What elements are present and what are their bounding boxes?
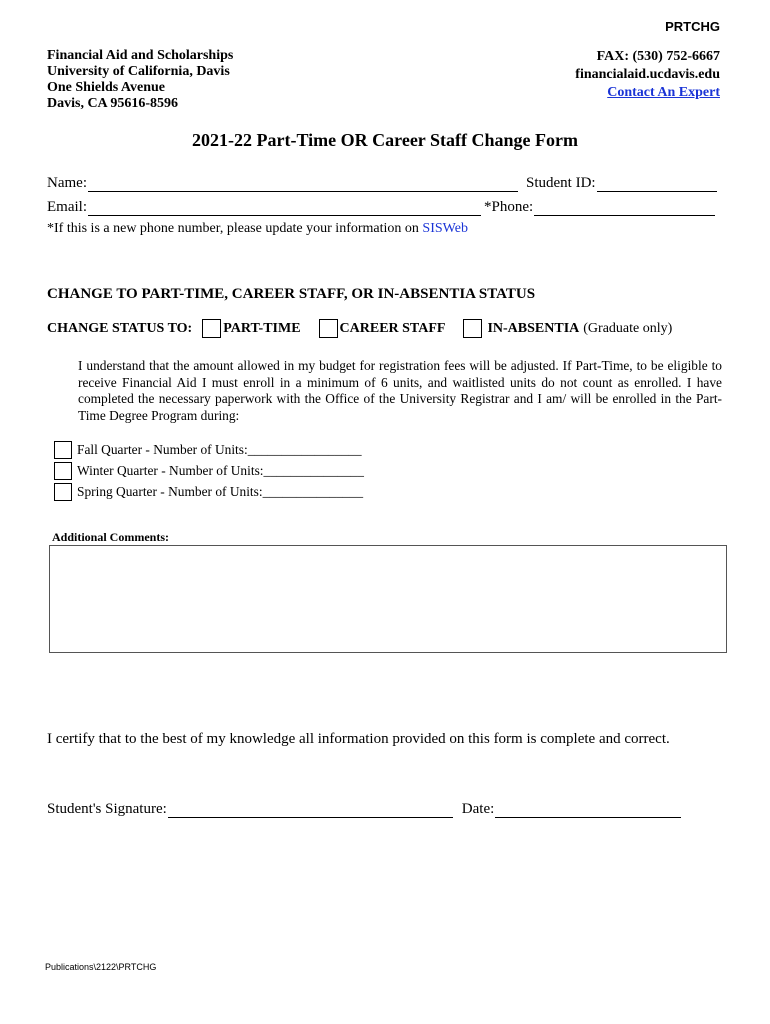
winter-quarter-label: Winter Quarter - Number of Units: — [77, 463, 264, 478]
fall-units-field[interactable]: _________________ — [247, 442, 362, 457]
comments-label: Additional Comments: — [52, 530, 170, 544]
address-line: University of California, Davis — [47, 64, 230, 79]
contact-block — [575, 48, 720, 102]
fall-quarter-checkbox[interactable] — [54, 441, 72, 459]
in-absentia-checkbox[interactable] — [463, 319, 482, 338]
phone-field[interactable] — [534, 201, 715, 216]
sisweb-link[interactable]: SISWeb — [422, 221, 468, 236]
office-address — [47, 48, 233, 112]
acknowledgement-paragraph: I understand that the amount allowed in my budget for registration fees will be adjusted. If Part-Time, to be eligible to receive Financial Aid I must enroll in a minimum of 6 units, and waitlisted units do not count as enrolled. I have completed the necessary paperwork with the Office of the University Registrar and I am/ will be enrolled in the Part-Time Degree Program during: — [78, 358, 722, 423]
in-absentia-note: (Graduate only) — [583, 320, 673, 336]
winter-quarter-checkbox[interactable] — [54, 462, 72, 480]
signature-field[interactable] — [168, 803, 453, 818]
part-time-label: PART-TIME — [223, 320, 301, 336]
contact-expert-link[interactable]: Contact An Expert — [607, 85, 720, 100]
phone-note — [47, 221, 468, 237]
website: financialaid.ucdavis.edu — [575, 67, 720, 82]
address-line: Financial Aid and Scholarships — [47, 48, 234, 63]
status-row — [47, 319, 672, 338]
signature-row — [47, 801, 681, 818]
form-title: 2021-22 Part-Time OR Career Staff Change Form — [192, 130, 578, 150]
spring-units-field[interactable]: _______________ — [262, 484, 364, 499]
student-id-label: Student ID: — [525, 175, 596, 191]
spring-quarter-label: Spring Quarter - Number of Units: — [77, 484, 263, 499]
phone-label: *Phone: — [484, 199, 534, 215]
address-line: One Shields Avenue — [47, 80, 165, 95]
name-field[interactable] — [88, 177, 518, 192]
date-field[interactable] — [495, 803, 681, 818]
part-time-checkbox[interactable] — [202, 319, 221, 338]
name-label: Name: — [47, 175, 87, 191]
footer-code: Publications\2122\PRTCHG — [45, 962, 157, 972]
email-field[interactable] — [88, 201, 481, 216]
fax-number: FAX: (530) 752-6667 — [596, 49, 720, 64]
phone-note-text: *If this is a new phone number, please update your information on — [47, 221, 423, 236]
date-label: Date: — [461, 801, 495, 817]
signature-label: Student's Signature: — [47, 801, 167, 817]
spring-quarter-checkbox[interactable] — [54, 483, 72, 501]
email-row — [47, 199, 715, 216]
name-row — [47, 175, 717, 192]
comments-textarea[interactable] — [49, 545, 727, 653]
address-line: Davis, CA 95616-8596 — [47, 96, 179, 111]
student-id-field[interactable] — [597, 177, 717, 192]
form-code: PRTCHG — [665, 19, 720, 34]
career-staff-checkbox[interactable] — [319, 319, 338, 338]
section-heading: CHANGE TO PART-TIME, CAREER STAFF, OR IN-ABSENTIA STATUS — [47, 286, 536, 302]
fall-quarter-label: Fall Quarter - Number of Units: — [77, 442, 248, 457]
career-staff-label: CAREER STAFF — [339, 320, 446, 336]
in-absentia-label: IN-ABSENTIA — [487, 320, 580, 336]
certification-statement: I certify that to the best of my knowledge all information provided on this form is complete and correct. — [47, 731, 670, 747]
fall-quarter-row — [54, 441, 362, 459]
spring-quarter-row — [54, 483, 363, 501]
change-status-label: CHANGE STATUS TO: — [47, 320, 193, 336]
winter-quarter-row — [54, 462, 364, 480]
email-label: Email: — [47, 199, 87, 215]
winter-units-field[interactable]: _______________ — [263, 463, 364, 478]
